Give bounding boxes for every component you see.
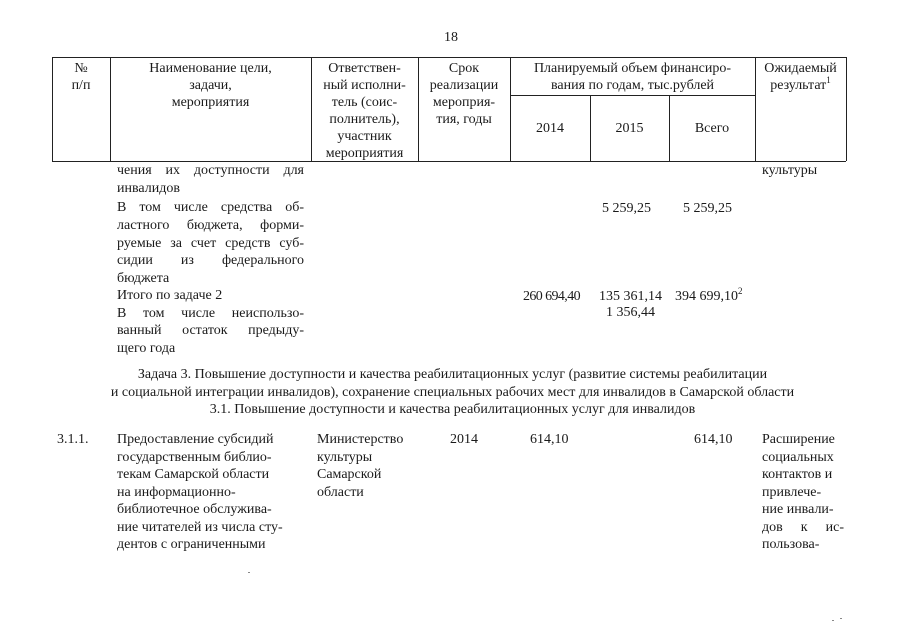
page-number: 18 — [444, 30, 458, 45]
item-result-line-6: дов к ис- — [762, 520, 844, 535]
item-name-line-1: Предоставление субсидий — [117, 432, 274, 447]
item-name-line-5: библиотечное обслужива- — [117, 502, 272, 517]
continued-name-line-1: чения их доступности для — [117, 163, 304, 178]
item-result-line-2: социальных — [762, 450, 834, 465]
item-responsible-line-4: области — [317, 485, 364, 500]
item-responsible-line-2: культуры — [317, 450, 373, 465]
subsidy-line-3: руемые за счет средств суб- — [117, 236, 304, 251]
scan-speck — [840, 618, 842, 619]
item-name-line-3: текам Самарской области — [117, 467, 270, 482]
footnote-marker-1: 1 — [826, 75, 831, 85]
subsidy-line-5: бюджета — [117, 271, 170, 286]
subsidy-2015-value: 5 259,25 — [602, 201, 651, 216]
subsidy-line-1: В том числе средства об- — [117, 200, 304, 215]
item-result-line-1: Расширение — [762, 432, 835, 447]
header-col-result — [755, 60, 846, 94]
header-col-2015: 2015 — [615, 121, 644, 136]
header-col-result-text: Ожидаемый результат — [764, 61, 837, 93]
subsidy-line-2: ластного бюджета, форми- — [117, 218, 304, 233]
item-name-line-4: на информационно- — [117, 485, 236, 500]
unused-line-2: ванный остаток предыду- — [117, 323, 304, 338]
unused-line-3: щего года — [117, 341, 176, 356]
item-name-line-6: ние читателей из числа сту- — [117, 520, 283, 535]
header-col-name: Наименование цели, задачи, мероприятия — [149, 61, 272, 110]
item-year: 2014 — [450, 432, 478, 447]
continued-result: культуры — [762, 163, 818, 178]
header-border-right — [846, 57, 847, 161]
header-col-number: № п/п — [71, 61, 91, 93]
scan-speck — [832, 620, 834, 621]
task3-line-3: 3.1. Повышение доступности и качества реабилитационных услуг для инвалидов — [209, 402, 696, 417]
header-col-term: Срок реализации мероприя- тия, годы — [429, 61, 499, 127]
item-responsible-line-3: Самарской — [317, 467, 382, 482]
continued-name-line-2: инвалидов — [117, 181, 180, 196]
task2-total-number: 394 699,10 — [675, 289, 738, 304]
item-number: 3.1.1. — [57, 432, 89, 447]
item-responsible-line-1: Министерство — [317, 432, 404, 447]
scan-speck — [248, 572, 250, 573]
task3-line-2: и социальной интеграции инвалидов), сохранение специальных рабочих мест для инвалидов в Самарской области — [110, 385, 795, 400]
item-result-line-7: пользова- — [762, 537, 820, 552]
header-top-border — [52, 57, 846, 58]
task2-total-value — [675, 288, 743, 305]
item-name-line-7: дентов с ограниченными — [117, 537, 266, 552]
header-col-responsible: Ответствен- ный исполни- тель (соис- полнитель), участник мероприятия — [323, 61, 406, 161]
header-col-total: Всего — [694, 121, 730, 136]
subsidy-line-4: сидии из федерального — [117, 253, 304, 268]
header-col-planned-volume: Планируемый объем финансиро- вания по годам, тыс.рублей — [533, 61, 732, 93]
item-result-line-5: ние инвали- — [762, 502, 834, 517]
task2-2015-value: 135 361,14 — [599, 289, 662, 304]
task3-line-1: Задача 3. Повышение доступности и качества реабилитационных услуг (развитие системы реабилитации — [137, 367, 768, 382]
unused-2015-value: 1 356,44 — [606, 305, 655, 320]
task2-2014-value: 260 694,40 — [523, 289, 581, 304]
item-total-value: 614,10 — [694, 432, 733, 447]
task2-total-label: Итого по задаче 2 — [117, 288, 223, 303]
header-plan-divider — [510, 95, 755, 96]
unused-line-1: В том числе неиспользо- — [117, 306, 304, 321]
item-result-line-3: контактов и — [762, 467, 833, 482]
item-2014-value: 614,10 — [530, 432, 569, 447]
subsidy-total-value: 5 259,25 — [683, 201, 732, 216]
footnote-marker-2: 2 — [738, 286, 743, 296]
item-result-line-4: привлече- — [762, 485, 822, 500]
header-col-2014: 2014 — [536, 121, 564, 136]
item-name-line-2: государственным библио- — [117, 450, 272, 465]
